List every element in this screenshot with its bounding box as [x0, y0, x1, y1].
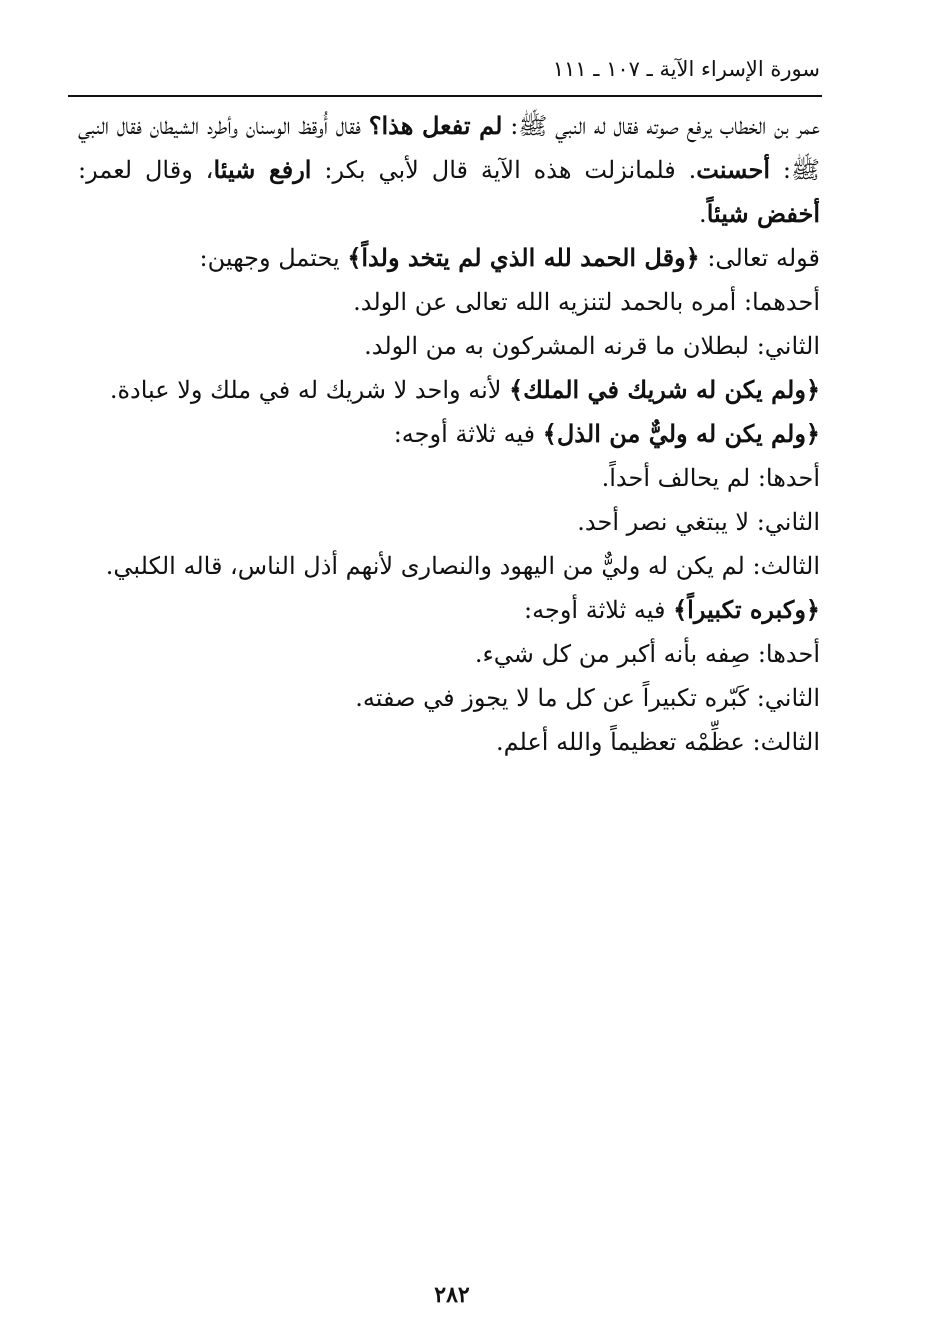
text-run: .: [699, 200, 707, 228]
explanation-line: الثاني: لا يبتغي نصر أحد.: [577, 508, 820, 536]
explanation-line: الثالث: لم يكن له وليٌّ من اليهود والنصارى لأنهم أذل الناس، قاله الكلبي.: [105, 552, 820, 580]
explanation-line: أحدهما: أمره بالحمد لتنزيه الله تعالى عن الولد.: [353, 288, 820, 316]
bold-quote: أخفض شيئاً: [706, 199, 820, 228]
text-run: لأنه واحد لا شريك له في ملك ولا عبادة.: [109, 376, 510, 404]
paragraph-hadith: [78, 104, 820, 236]
text-run: فيه ثلاثة أوجه:: [524, 596, 674, 624]
verse-commentary-line: [78, 588, 820, 632]
text-run: فيه ثلاثة أوجه:: [393, 420, 543, 448]
text-run: يحتمل وجهين:: [199, 244, 348, 272]
verse-commentary-line: [78, 236, 820, 280]
quran-verse: ﴿ولم يكن له وليٌّ من الذل﴾: [542, 419, 820, 448]
bold-quote: أحسنت: [696, 155, 771, 184]
text-run: . فلمانزلت هذه الآية قال لأبي بكر:: [311, 156, 697, 184]
explanation-line: الثاني: كَبّره تكبيراً عن كل ما لا يجوز في صفته.: [355, 684, 820, 712]
text-run: ، وقال لعمر:: [78, 156, 214, 184]
body-text: [78, 104, 820, 764]
page-number: ٢٨٢: [434, 1282, 470, 1308]
text-run: قوله تعالى:: [699, 244, 820, 272]
explanation-line: أحدها: صِفه بأنه أكبر من كل شيء.: [474, 640, 820, 668]
verse-commentary-line: [78, 412, 820, 456]
header-rule: [68, 95, 822, 97]
verse-commentary-line: [78, 368, 820, 412]
bold-quote: لم تفعل هذا؟: [368, 111, 503, 140]
bold-quote: ارفع شيئا: [213, 155, 312, 184]
explanation-line: أحدها: لم يحالف أحداً.: [601, 464, 820, 492]
explanation-line: الثاني: لبطلان ما قرنه المشركون به من الولد.: [364, 332, 820, 360]
quran-verse: ﴿وكبره تكبيراً﴾: [673, 595, 820, 624]
running-header: سورة الإسراء الآية ـ ١٠٧ ـ ١١١: [552, 57, 820, 81]
explanation-line: الثالث: عظِّمْه تعظيماً والله أعلم.: [495, 728, 820, 756]
quran-verse: ﴿ولم يكن له شريك في الملك﴾: [509, 375, 820, 404]
text-run: عمر بن الخطاب يرفع صوته فقال له النبي ﷺ:: [502, 112, 820, 140]
text-run: فقال أُوقظ الوسنان وأطرد الشيطان فقال النبي ﷺ:: [78, 112, 820, 184]
quran-verse: ﴿وقل الحمد لله الذي لم يتخد ولداً﴾: [347, 243, 700, 272]
